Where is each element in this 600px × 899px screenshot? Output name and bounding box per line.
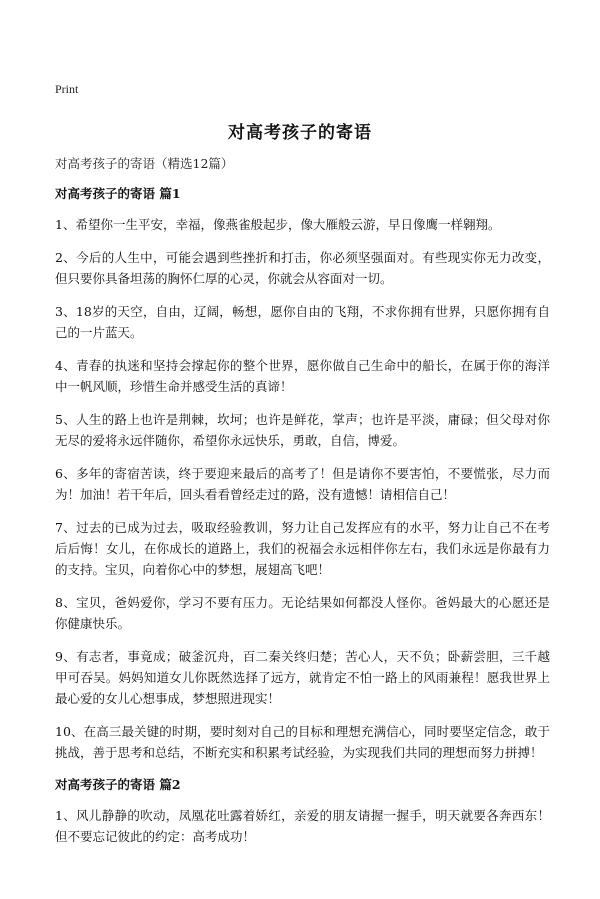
document-subtitle: 对高考孩子的寄语（精选12篇） — [55, 156, 234, 171]
section-heading-2: 对高考孩子的寄语 篇2 — [55, 777, 181, 792]
page-title: 对高考孩子的寄语 — [228, 123, 372, 143]
document-content — [55, 184, 550, 859]
paragraph: 4、青春的执迷和坚持会撑起你的整个世界，愿你做自己生命中的船长，在属于你的海洋中一帆风顺，珍惜生命并感受生活的真谛！ — [55, 358, 550, 394]
print-label[interactable]: Print — [55, 82, 79, 96]
paragraph: 6、多年的寄宿苦读，终于要迎来最后的高考了！但是请你不要害怕，不要慌张，尽力而为！加油！若干年后，回头看看曾经走过的路，没有遗憾！请相信自己！ — [55, 466, 550, 502]
paragraph: 10、在高三最关键的时期，要时刻对自己的目标和理想充满信心，同时要坚定信念，敢于挑战，善于思考和总结，不断充实和积累考试经验，为实现我们共同的理想而努力拼搏！ — [55, 724, 550, 760]
paragraph: 2、今后的人生中，可能会遇到些挫折和打击，你必须坚强面对。有些现实你无力改变，但只要你具备坦荡的胸怀仁厚的心灵，你就会从容面对一切。 — [55, 250, 550, 286]
paragraph: 1、风儿静静的吹动，凤凰花吐露着娇红，亲爱的朋友请握一握手，明天就要各奔西东！但不要忘记彼此的约定：高考成功！ — [55, 808, 550, 844]
section-heading-1: 对高考孩子的寄语 篇1 — [55, 186, 181, 201]
paragraph: 7、过去的已成为过去，吸取经验教训，努力让自己发挥应有的水平，努力让自己不在考后后悔！女儿，在你成长的道路上，我们的祝福会永远相伴你左右，我们永远是你最有力的支持。宝贝，向着你心中的梦想，展翅高飞吧！ — [55, 520, 550, 577]
paragraph: 9、有志者，事竟成；破釜沉舟，百二秦关终归楚；苦心人，天不负；卧薪尝胆，三千越甲可吞吴。妈妈知道女儿你既然选择了远方，就肯定不怕一路上的风雨兼程！愿我世界上最心爱的女儿心想事成，梦想照进现实！ — [55, 649, 550, 706]
paragraph: 5、人生的路上也许是荆棘，坎坷；也许是鲜花，掌声；也许是平淡，庸碌；但父母对你无尽的爱将永远伴随你，希望你永远快乐，勇敢，自信，博爱。 — [55, 412, 550, 448]
paragraph: 8、宝贝，爸妈爱你，学习不要有压力。无论结果如何都没人怪你。爸妈最大的心愿还是你健康快乐。 — [55, 595, 550, 631]
paragraph: 3、18岁的天空，自由，辽阔，畅想，愿你自由的飞翔，不求你拥有世界，只愿你拥有自己的一片蓝天。 — [55, 304, 550, 340]
paragraph: 1、希望你一生平安，幸福，像燕雀般起步，像大雁般云游，早日像鹰一样翱翔。 — [55, 217, 501, 232]
